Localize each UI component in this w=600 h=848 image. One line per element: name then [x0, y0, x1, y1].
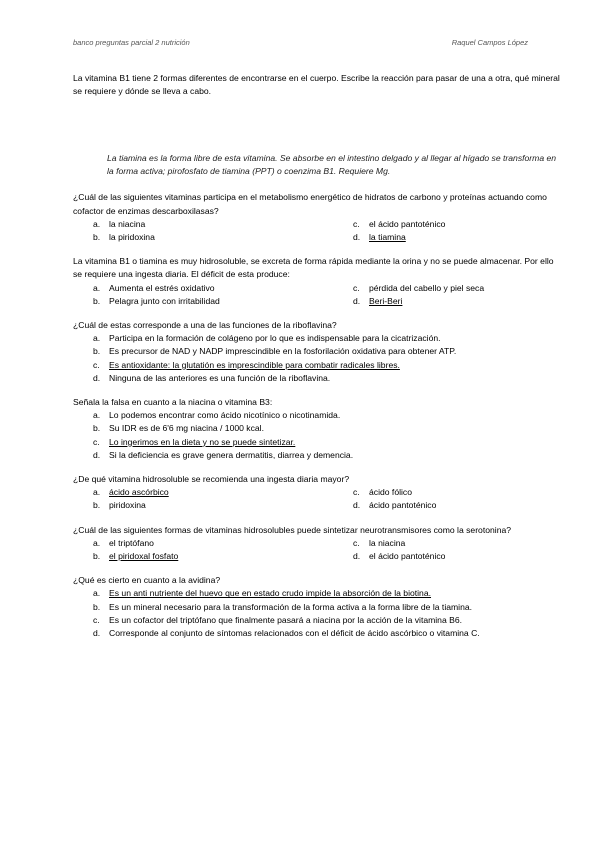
intro-question: La vitamina B1 tiene 2 formas diferentes de encontrarse en el cuerpo. Escribe la reacción para pasar de una a otra, qué mineral se requiere y dónde se lleva a cabo.	[73, 73, 560, 97]
option-a: a. la niacina	[93, 218, 146, 229]
option-b: b. Es precursor de NAD y NADP imprescindible en la fosforilación oxidativa para obtener ATP.	[93, 346, 457, 357]
question-text: ¿Cuál de las siguientes vitaminas participa en el metabolismo energético de hidratos de carbono y proteínas actuando como cofactor de enzimas descarboxilasas?	[73, 192, 547, 216]
question-block	[73, 319, 563, 385]
header-right: Raquel Campos López	[451, 38, 528, 47]
option-d: d. la tiamina	[353, 231, 553, 244]
option-c: c. Es un cofactor del triptófano que finalmente pasará a niacina por la acción de la vitamina B6.	[93, 614, 463, 625]
question-block	[73, 191, 563, 244]
question-text: ¿Cuál de estas corresponde a una de las funciones de la riboflavina?	[73, 320, 337, 331]
correct-answer: Es un anti nutriente del huevo que en estado crudo impide la absorción de la biotina.	[109, 588, 432, 599]
option-d: d. el ácido pantoténico	[353, 551, 446, 562]
question-block	[73, 574, 563, 640]
option-d: d. Corresponde al conjunto de síntomas relacionados con el déficit de ácido ascórbico o vitamina C.	[93, 628, 480, 639]
question-text: Señala la falsa en cuanto a la niacina o vitamina B3:	[73, 397, 273, 408]
document-body	[73, 72, 563, 640]
correct-answer: Beri-Beri	[369, 295, 403, 306]
option-c: c. Es antioxidante: la glutatión es imprescindible para combatir radicales libres.	[93, 359, 563, 372]
question-text: ¿De qué vitamina hidrosoluble se recomienda una ingesta diaria mayor?	[73, 474, 350, 485]
question-block	[73, 524, 563, 564]
correct-answer: la tiamina	[369, 232, 406, 243]
option-a: a. ácido ascórbico	[93, 486, 353, 499]
correct-answer: ácido ascórbico	[109, 487, 169, 498]
option-c: c. la niacina	[353, 537, 406, 548]
option-b: b. el piridoxal fosfato	[93, 550, 353, 563]
option-d: d. Beri-Beri	[353, 295, 553, 308]
option-d: d. Si la deficiencia es grave genera dermatitis, diarrea y demencia.	[93, 449, 354, 460]
question-block	[73, 396, 563, 462]
option-b: b. la piridoxina	[93, 232, 155, 243]
header-left: banco preguntas parcial 2 nutrición	[73, 38, 190, 47]
question-block	[73, 473, 563, 513]
option-a: a. Lo podemos encontrar como ácido nicotínico o nicotinamida.	[93, 410, 341, 421]
question-text: La vitamina B1 o tiamina es muy hidrosoluble, se excreta de forma rápida mediante la orina y no se puede almacenar. Por ello se requiere una ingesta diaria. El déficit de esta produce:	[73, 256, 554, 280]
page-header	[73, 38, 528, 50]
option-c: c. ácido fólico	[353, 487, 412, 498]
option-d: d. Ninguna de las anteriores es una función de la riboflavina.	[93, 372, 331, 383]
question-text: ¿Cuál de las siguientes formas de vitaminas hidrosolubles puede sintetizar neurotransmisores como la serotonina?	[73, 524, 512, 535]
correct-answer: Lo ingerimos en la dieta y no se puede sintetizar.	[109, 436, 296, 447]
option-b: b. Pelagra junto con irritabilidad	[93, 295, 220, 306]
option-a: a. Participa en la formación de colágeno por lo que es indispensable para la cicatrización.	[93, 333, 441, 344]
option-a: a. el triptófano	[93, 537, 154, 548]
question-block	[73, 255, 563, 308]
option-a: a. Aumenta el estrés oxidativo	[93, 282, 215, 293]
option-c: c. pérdida del cabello y piel seca	[353, 282, 485, 293]
correct-answer: el piridoxal fosfato	[109, 551, 179, 562]
option-b: b. Su IDR es de 6'6 mg niacina / 1000 kcal.	[93, 423, 264, 434]
option-b: b. piridoxina	[93, 500, 146, 511]
option-c: c. el ácido pantoténico	[353, 218, 446, 229]
question-text: ¿Qué es cierto en cuanto a la avidina?	[73, 575, 221, 586]
correct-answer: Es antioxidante: la glutatión es imprescindible para combatir radicales libres.	[109, 359, 400, 370]
option-b: b. Es un mineral necesario para la transformación de la forma activa a la forma libre de la tiamina.	[93, 601, 473, 612]
intro-answer: La tiamina es la forma libre de esta vitamina. Se absorbe en el intestino delgado y al llegar al hígado se transforma en la forma activa; pirofosfato de tiamina (PPT) o coenzima B1. Requiere Mg.	[107, 153, 557, 177]
option-d: d. ácido pantoténico	[353, 500, 437, 511]
option-c: c. Lo ingerimos en la dieta y no se puede sintetizar.	[93, 436, 563, 449]
option-a: a. Es un anti nutriente del huevo que en estado crudo impide la absorción de la biotina.	[93, 587, 563, 600]
